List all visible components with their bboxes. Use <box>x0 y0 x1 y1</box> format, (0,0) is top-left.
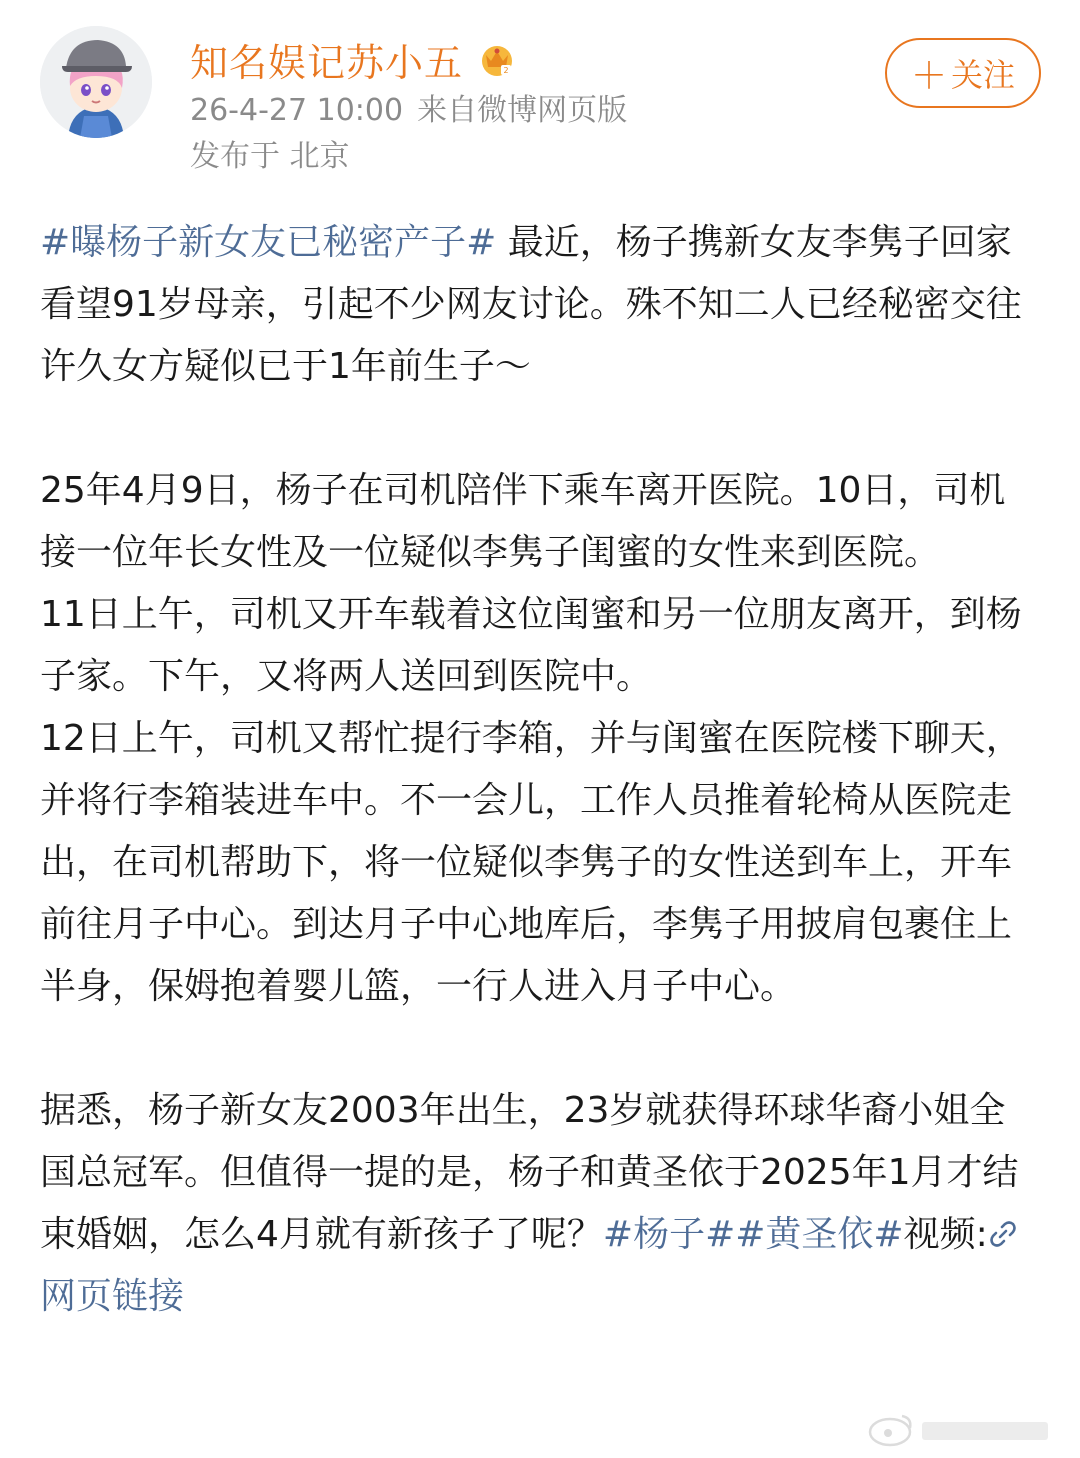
video-label: 视频: <box>903 1214 988 1255</box>
topic-tag-yangzi[interactable]: #杨子# <box>602 1214 736 1255</box>
user-info <box>190 30 627 180</box>
watermark-logo <box>856 1408 1056 1452</box>
plus-icon: ＋ <box>910 55 947 97</box>
avatar[interactable] <box>40 26 152 138</box>
post-source: 来自微博网页版 <box>417 93 628 128</box>
topic-tag-main[interactable]: #曝杨子新女友已秘密产子# <box>40 222 497 263</box>
conclusion-text: 据悉，杨子新女友2003年出生，23岁就获得环球华裔小姐全国总冠军。但值得一提的是，杨子和黄圣依于2025年1月才结束婚姻，怎么4月就有新孩子了呢？ <box>40 1090 1019 1255</box>
avatar-illustration <box>40 26 152 138</box>
topic-tag-huangshengyi[interactable]: #黄圣依# <box>735 1214 904 1255</box>
post-header <box>0 0 1080 200</box>
web-link-label: 网页链接 <box>40 1276 185 1317</box>
post-location: 发布于 北京 <box>190 139 350 174</box>
paragraph-gap <box>40 1018 1040 1080</box>
svg-text:2: 2 <box>503 66 509 75</box>
intro-text: 最近，杨子携新女友李隽子回家看望91岁母亲，引起不少网友讨论。殊不知二人已经秘密交往许久女方疑似已于1年前生子～ <box>40 222 1022 387</box>
username-link[interactable]: 知名娱记苏小五 <box>190 40 464 85</box>
paragraph-gap <box>40 398 1040 460</box>
follow-button[interactable] <box>885 38 1041 108</box>
paragraph-intro <box>40 212 1040 398</box>
post-meta <box>190 88 627 134</box>
link-icon <box>988 1219 1018 1249</box>
paragraph-timeline-12: 12日上午，司机又帮忙提行李箱，并与闺蜜在医院楼下聊天，并将行李箱装进车中。不一会儿，工作人员推着轮椅从医院走出，在司机帮助下，将一位疑似李隽子的女性送到车上，开车前往月子中心。到达月子中心地库后，李隽子用披肩包裹住上半身，保姆抱着婴儿篮，一行人进入月子中心。 <box>40 718 1022 1007</box>
username-row <box>190 30 627 88</box>
post-body <box>40 212 1040 1328</box>
crown-vip-icon[interactable] <box>477 39 517 79</box>
follow-label: 关注 <box>951 56 1016 94</box>
paragraph-timeline-11: 11日上午，司机又开车载着这位闺蜜和另一位朋友离开，到杨子家。下午，又将两人送回到医院中。 <box>40 594 1022 697</box>
paragraph-conclusion <box>40 1080 1040 1328</box>
paragraph-timeline-9: 25年4月9日，杨子在司机陪伴下乘车离开医院。10日，司机接一位年长女性及一位疑似李隽子闺蜜的女性来到医院。 <box>40 470 1006 573</box>
post-time: 26-4-27 10:00 <box>190 93 404 128</box>
